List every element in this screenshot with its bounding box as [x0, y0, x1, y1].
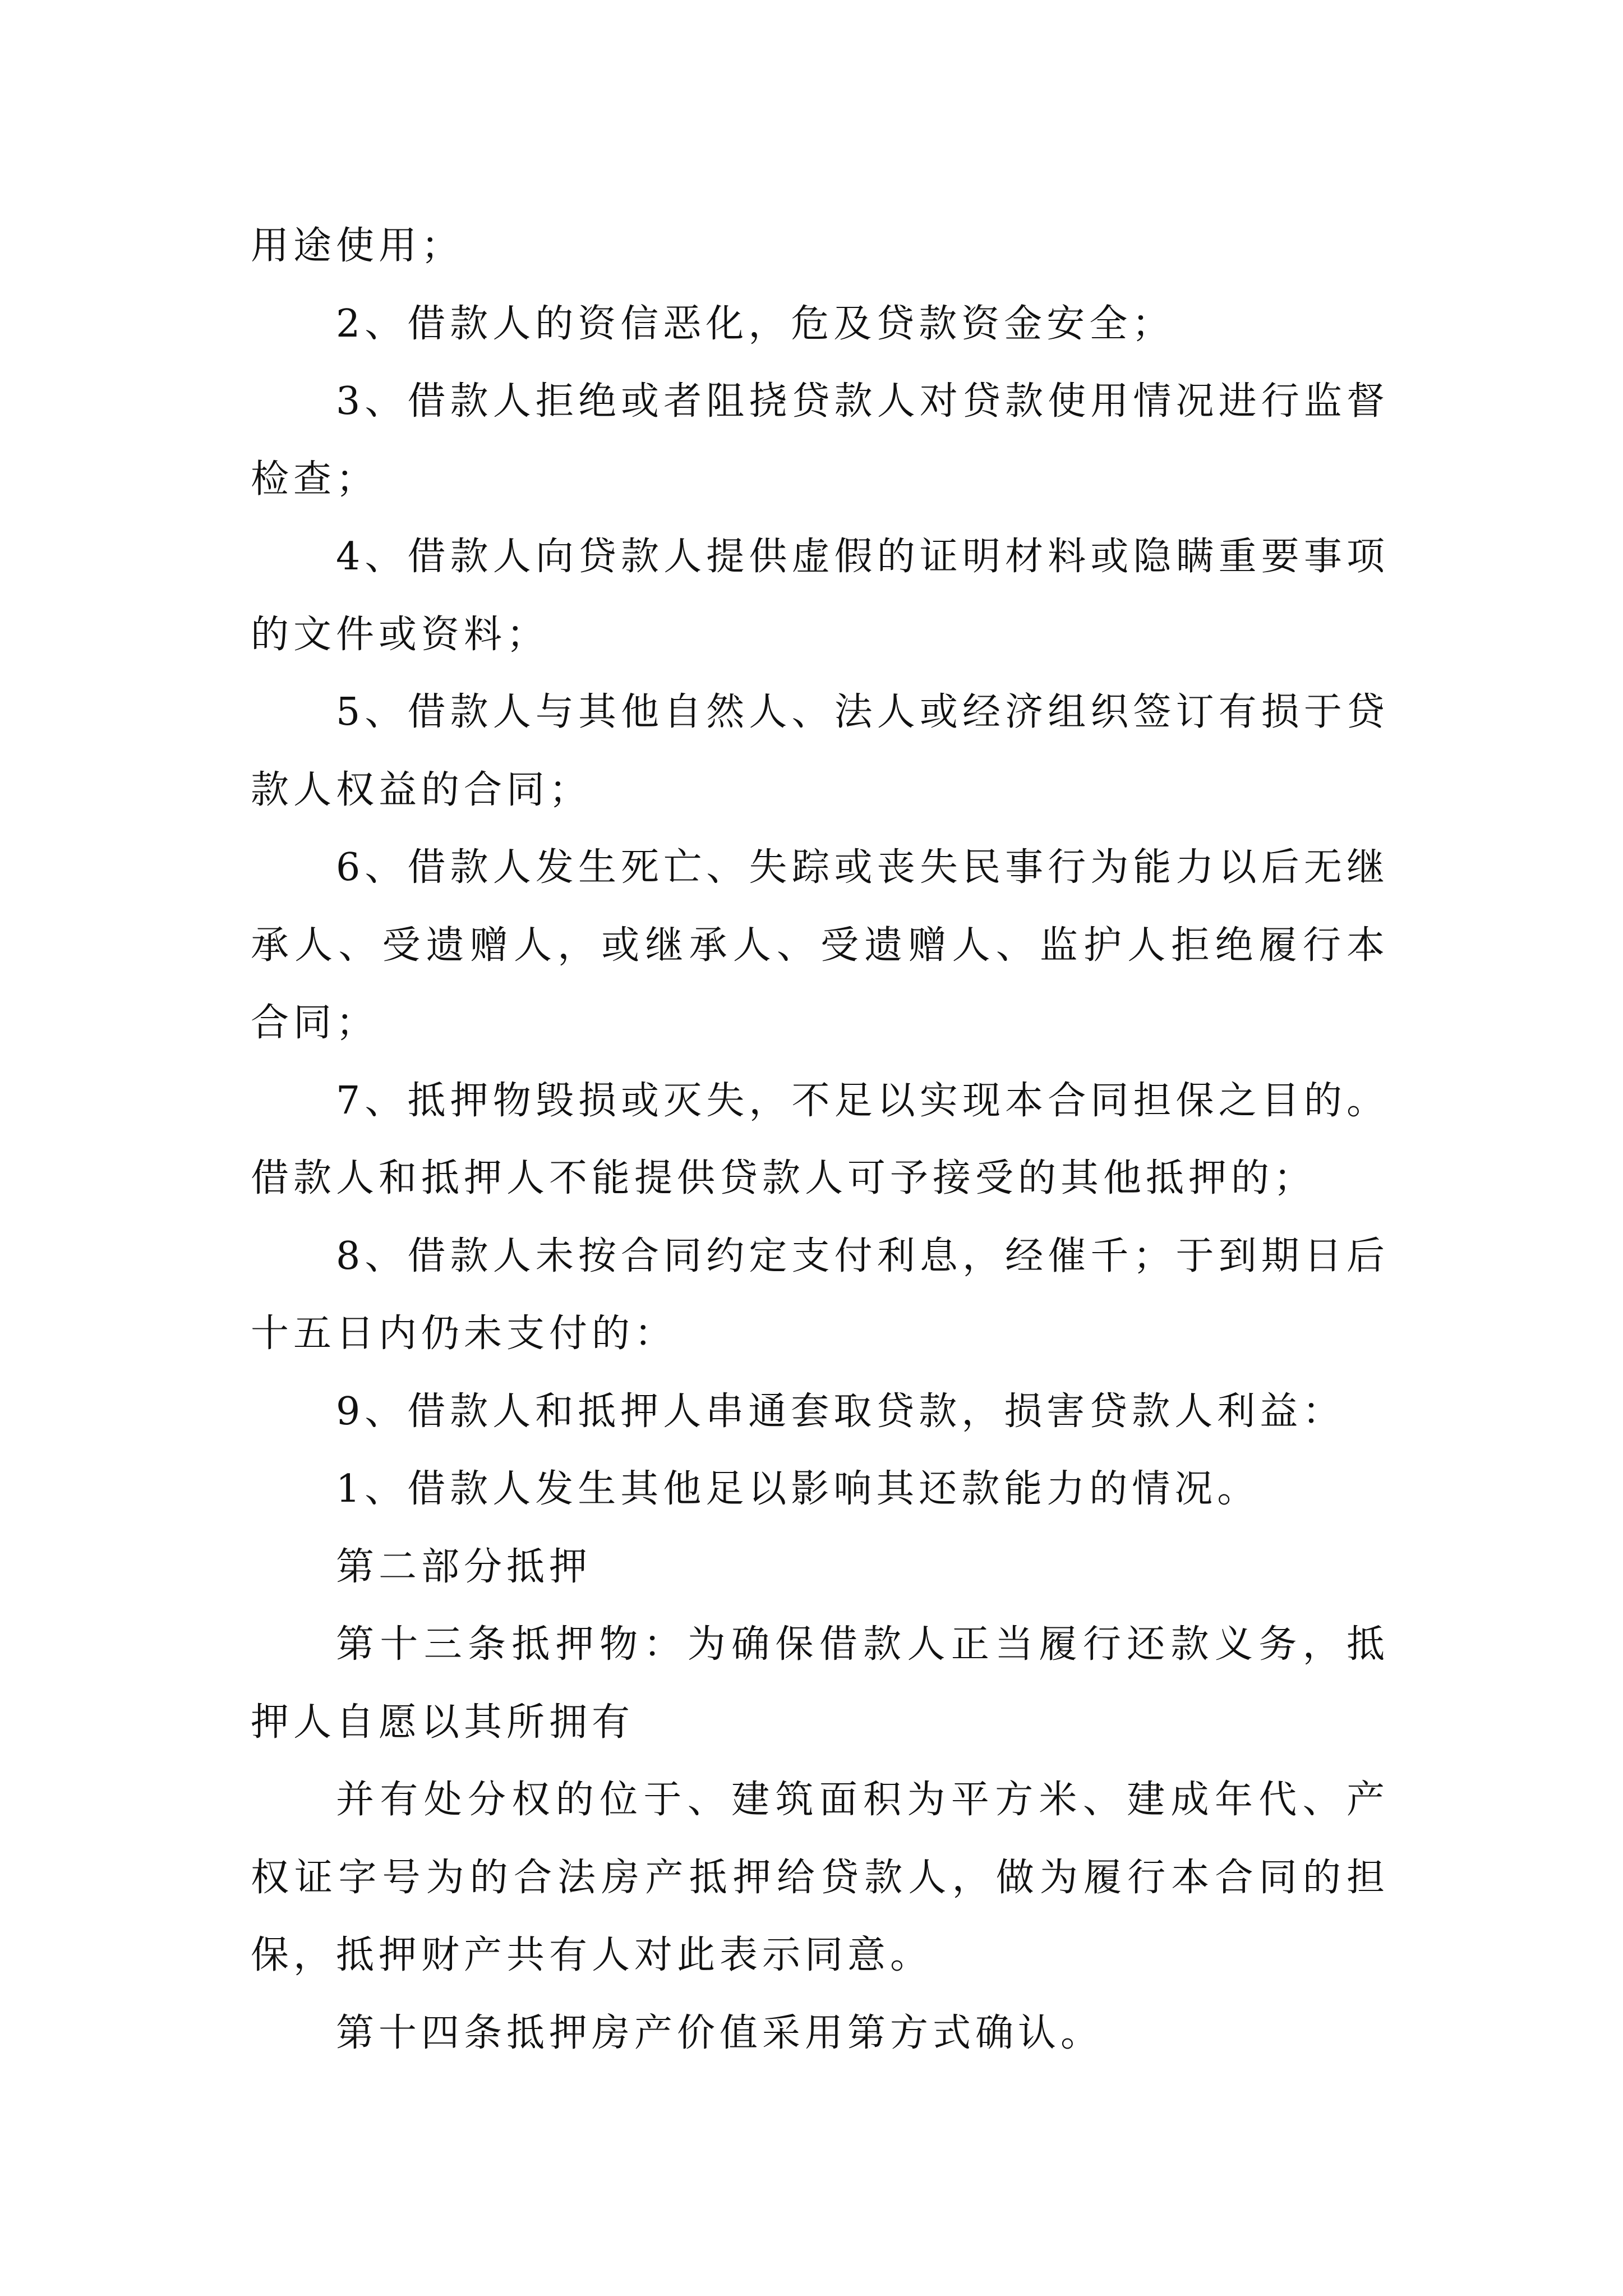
- paragraph-clause-2: 2、借款人的资信恶化，危及贷款资金安全；: [336, 301, 1175, 346]
- paragraph-clause-4: 4、借款人向贷款人提供虚假的证明材料或隐瞒重要事项的文件或资料；: [251, 535, 1389, 657]
- paragraph-clause-3: 3、借款人拒绝或者阻挠贷款人对贷款使用情况进行监督检查；: [251, 379, 1389, 501]
- article-14: 第十四条抵押房产价值采用第方式确认。: [336, 2010, 1104, 2055]
- section-heading: 第二部分抵押: [336, 1544, 592, 1589]
- document-body: [251, 208, 1389, 2072]
- article-13-continuation: 并有处分权的位于、建筑面积为平方米、建成年代、产权证字号为的合法房产抵押给贷款人，做为履行本合同的担保，抵押财产共有人对此表示同意。: [251, 1778, 1389, 1977]
- paragraph-clause-10: 1、借款人发生其他足以影响其还款能力的情况。: [336, 1467, 1260, 1511]
- article-13: 第十三条抵押物：为确保借款人正当履行还款义务，抵押人自愿以其所拥有: [251, 1622, 1389, 1745]
- paragraph-clause-5: 5、借款人与其他自然人、法人或经济组织签订有损于贷款人权益的合同；: [251, 690, 1389, 812]
- paragraph-continuation: 用途使用；: [251, 224, 464, 268]
- paragraph-clause-7: 7、抵押物毁损或灭失，不足以实现本合同担保之目的。借款人和抵押人不能提供贷款人可予接受的其他抵押的；: [251, 1078, 1389, 1200]
- paragraph-clause-8: 8、借款人未按合同约定支付利息，经催千；于到期日后十五日内仍未支付的：: [251, 1234, 1389, 1356]
- paragraph-clause-6: 6、借款人发生死亡、失踪或丧失民事行为能力以后无继承人、受遗赠人，或继承人、受遗赠人、监护人拒绝履行本合同；: [251, 845, 1389, 1045]
- paragraph-clause-9: 9、借款人和抵押人串通套取贷款，损害贷款人利益：: [336, 1389, 1345, 1434]
